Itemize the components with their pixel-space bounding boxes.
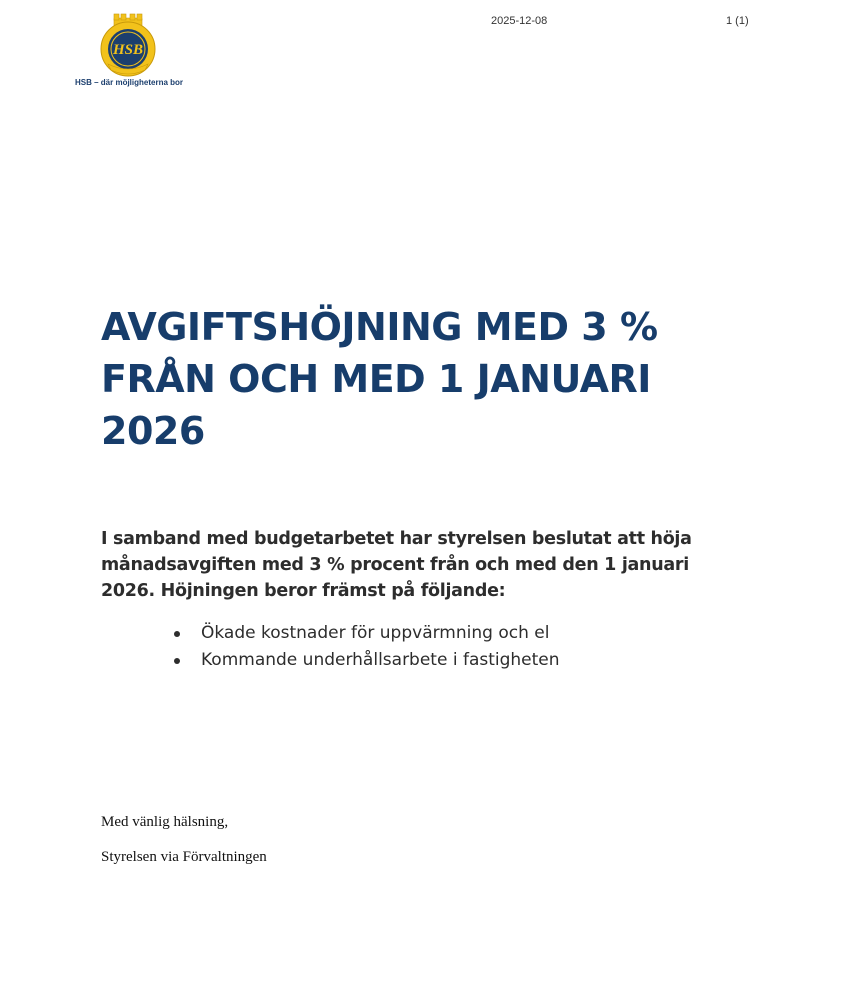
bullet-icon (174, 631, 180, 637)
title-line: 2026 (101, 409, 205, 453)
page-title (101, 301, 781, 457)
list-item (174, 620, 560, 647)
intro-line: 2026. Höjningen beror främst på följande: (101, 581, 506, 601)
bullet-icon (174, 658, 180, 664)
tagline: HSB – där möjligheterna bor (75, 78, 184, 87)
document-date: 2025-12-08 (491, 15, 548, 27)
reasons-list (174, 620, 560, 674)
hsb-logo (93, 12, 163, 78)
intro-paragraph (101, 526, 781, 604)
page-number: 1 (1) (726, 15, 749, 27)
closing-greeting: Med vänlig hälsning, (101, 814, 229, 830)
intro-line: månadsavgiften med 3 % procent från och med den 1 januari (101, 555, 689, 575)
list-item-text: Ökade kostnader för uppvärmning och el (201, 623, 550, 643)
intro-line: I samband med budgetarbetet har styrelsen beslutat att höja (101, 529, 692, 549)
list-item-text: Kommande underhållsarbete i fastigheten (201, 650, 560, 670)
signature: Styrelsen via Förvaltningen (101, 849, 267, 865)
title-line: FRÅN OCH MED 1 JANUARI (101, 357, 651, 401)
logo-lettering: HSB (112, 42, 144, 58)
title-line: AVGIFTSHÖJNING MED 3 % (101, 305, 658, 349)
list-item (174, 647, 560, 674)
